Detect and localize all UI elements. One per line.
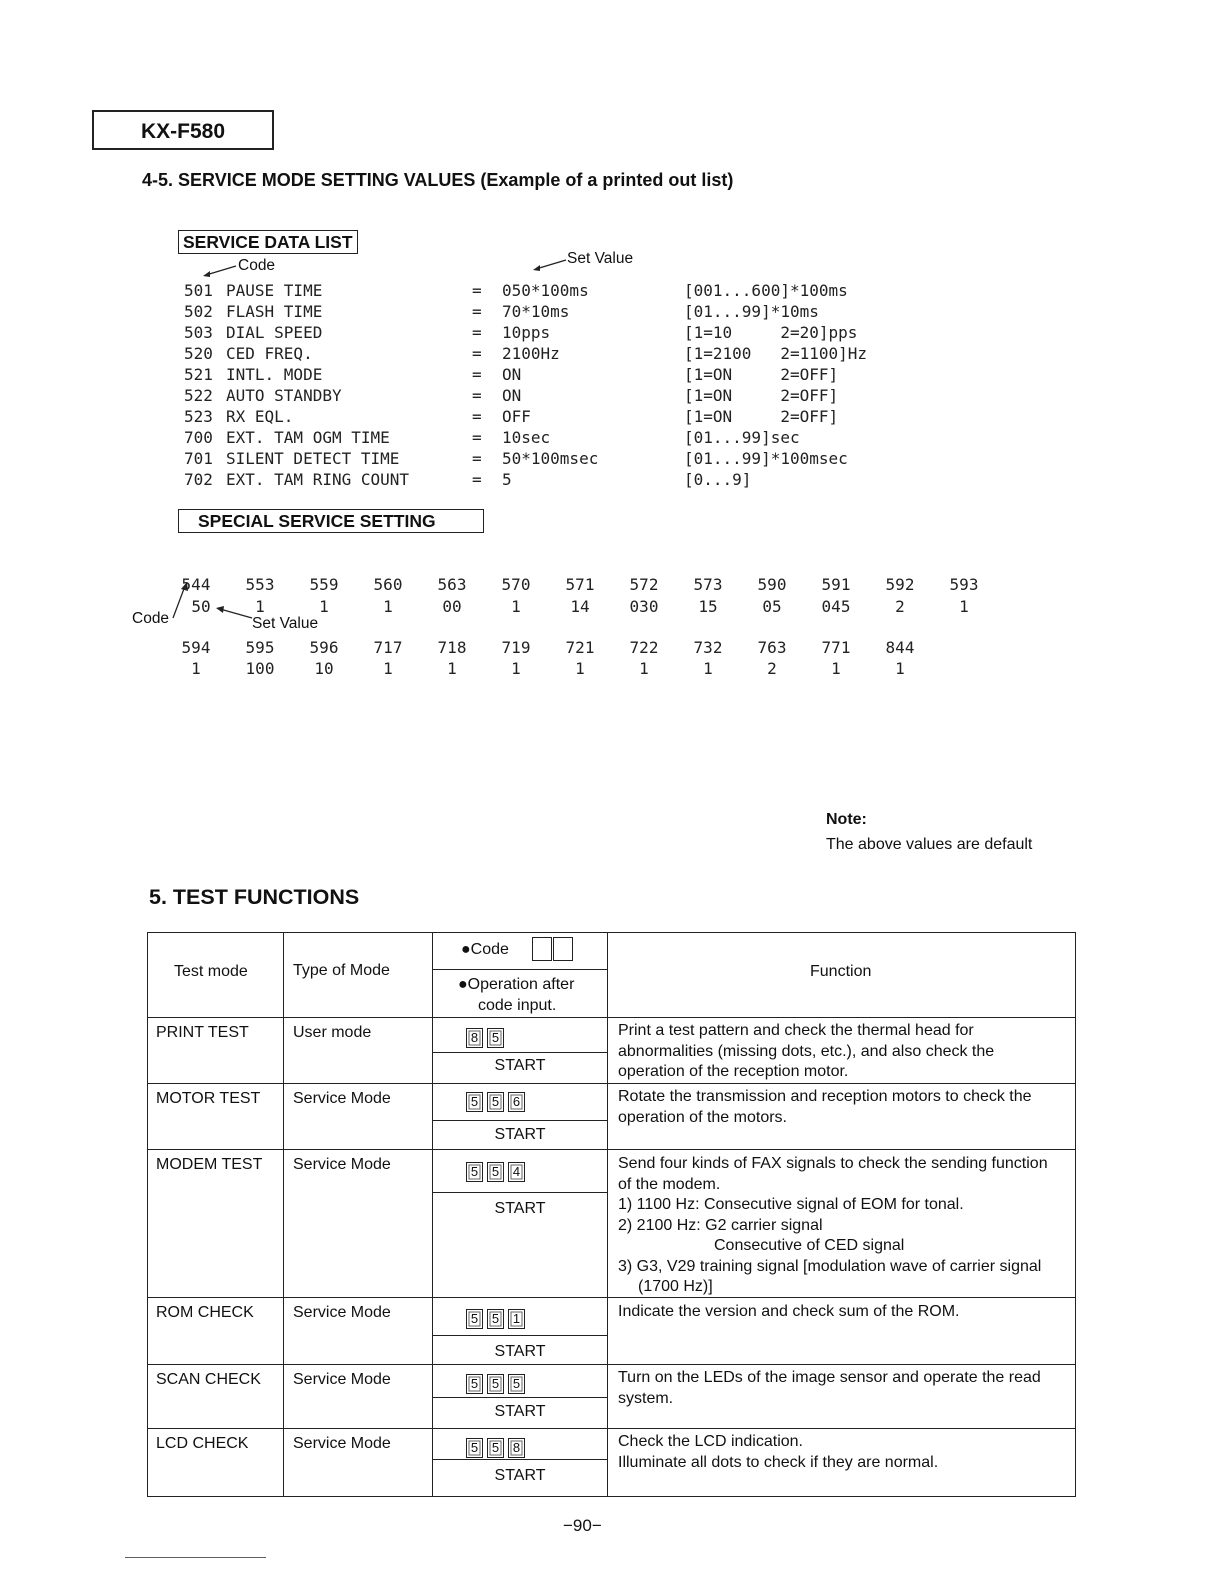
- mode-type: Service Mode: [293, 1304, 391, 1321]
- special-value: 1: [703, 659, 713, 678]
- sdl-eq: =: [472, 428, 482, 447]
- function-line: Consecutive of CED signal: [714, 1237, 905, 1254]
- key-cap: 5: [487, 1374, 504, 1394]
- sdl-value: 5: [502, 470, 512, 489]
- special-value: 00: [442, 597, 462, 616]
- set-value-annotation: Set Value: [567, 250, 634, 267]
- sdl-eq: =: [472, 386, 482, 405]
- code-input-cell: [433, 1429, 607, 1499]
- function-description: [618, 1432, 1073, 1473]
- special-code: 718: [437, 638, 467, 657]
- special-code-annotation: Code: [132, 610, 170, 627]
- special-code: 763: [757, 638, 787, 657]
- special-set-value-annotation: Set Value: [252, 615, 319, 632]
- special-value: 045: [821, 597, 851, 616]
- divider: [125, 1557, 266, 1558]
- test-mode-name: SCAN CHECK: [156, 1371, 261, 1388]
- code-keys: [433, 1438, 607, 1458]
- sdl-name: DIAL SPEED: [226, 323, 323, 342]
- special-code: 553: [245, 575, 275, 594]
- special-code: 594: [181, 638, 211, 657]
- test-mode-name: MOTOR TEST: [156, 1090, 261, 1107]
- key-cap: 5: [466, 1092, 483, 1112]
- test-mode-name: LCD CHECK: [156, 1435, 249, 1452]
- key-cap: 1: [508, 1309, 525, 1329]
- sdl-range: [1=ON 2=OFF]: [684, 365, 839, 384]
- key-cap: 5: [487, 1438, 504, 1458]
- special-value: 10: [314, 659, 334, 678]
- sdl-range: [0...9]: [684, 470, 752, 489]
- function-description: [618, 1154, 1073, 1298]
- special-value: 030: [629, 597, 659, 616]
- special-value: 1: [639, 659, 649, 678]
- special-value: 14: [570, 597, 590, 616]
- key-cap: 5: [487, 1309, 504, 1329]
- function-description: [618, 1087, 1073, 1128]
- special-value: 2: [767, 659, 777, 678]
- start-key-label: START: [494, 1200, 546, 1217]
- sdl-code: 701: [184, 449, 213, 468]
- sdl-value: 70*10ms: [502, 302, 570, 321]
- special-code: 573: [693, 575, 723, 594]
- sdl-range: [1=ON 2=OFF]: [684, 407, 839, 426]
- sdl-code: 503: [184, 323, 213, 342]
- mode-type: Service Mode: [293, 1371, 391, 1388]
- special-value: 1: [575, 659, 585, 678]
- code-keys: [433, 1162, 607, 1182]
- function-description: [618, 1368, 1073, 1409]
- function-line: Send four kinds of FAX signals to check the sending function: [618, 1155, 1048, 1172]
- start-key-label: START: [494, 1467, 546, 1484]
- code-input-cell: [433, 1084, 607, 1150]
- sdl-eq: =: [472, 344, 482, 363]
- service-data-list: [184, 280, 944, 495]
- header-function: Function: [810, 963, 872, 980]
- sdl-eq: =: [472, 449, 482, 468]
- sdl-code: 523: [184, 407, 213, 426]
- special-code: 721: [565, 638, 595, 657]
- table-row: [148, 1297, 1075, 1364]
- key-cap: 6: [508, 1092, 525, 1112]
- sdl-range: [001...600]*100ms: [684, 281, 848, 300]
- sdl-eq: =: [472, 407, 482, 426]
- special-value: 1: [831, 659, 841, 678]
- special-value: 1: [959, 597, 969, 616]
- special-code: 560: [373, 575, 403, 594]
- special-value: 1: [383, 659, 393, 678]
- start-key-label: START: [494, 1057, 546, 1074]
- table-row: [148, 1428, 1075, 1498]
- table-row: [148, 1017, 1075, 1083]
- sdl-code: 521: [184, 365, 213, 384]
- special-code: 722: [629, 638, 659, 657]
- special-code: 771: [821, 638, 851, 657]
- sdl-value: 050*100ms: [502, 281, 589, 300]
- code-keys: [433, 1092, 607, 1112]
- function-line: Illuminate all dots to check if they are normal.: [618, 1453, 939, 1471]
- code-input-cell: [433, 1365, 607, 1429]
- table-row: [148, 1083, 1075, 1149]
- special-code: 571: [565, 575, 595, 594]
- function-line: 1) 1100 Hz: Consecutive signal of EOM for tonal.: [618, 1196, 964, 1213]
- special-code: 559: [309, 575, 339, 594]
- function-description: [618, 1302, 1073, 1323]
- special-value: 1: [319, 597, 329, 616]
- sdl-range: [1=10 2=20]pps: [684, 323, 858, 342]
- special-service-setting-title: SPECIAL SERVICE SETTING: [178, 509, 484, 533]
- model-label: KX-F580: [92, 110, 274, 150]
- sdl-code: 700: [184, 428, 213, 447]
- special-value: 2: [895, 597, 905, 616]
- code-arrow: [200, 262, 240, 278]
- function-line: system.: [618, 1389, 674, 1407]
- sdl-range: [01...99]sec: [684, 428, 800, 447]
- header-test-mode: Test mode: [174, 963, 248, 980]
- special-value: 15: [698, 597, 718, 616]
- special-value: 1: [447, 659, 457, 678]
- special-code: 844: [885, 638, 915, 657]
- function-description: [618, 1021, 1073, 1083]
- code-box-icon: [532, 937, 552, 961]
- sdl-value: 10sec: [502, 428, 551, 447]
- sdl-name: SILENT DETECT TIME: [226, 449, 400, 468]
- special-code: 596: [309, 638, 339, 657]
- sdl-code: 520: [184, 344, 213, 363]
- sdl-name: EXT. TAM RING COUNT: [226, 470, 410, 489]
- key-cap: 5: [466, 1309, 483, 1329]
- sdl-name: PAUSE TIME: [226, 281, 323, 300]
- function-line: Rotate the transmission and reception motors to check the: [618, 1088, 1032, 1105]
- mode-type: Service Mode: [293, 1156, 391, 1173]
- sdl-name: EXT. TAM OGM TIME: [226, 428, 390, 447]
- code-keys: [433, 1309, 607, 1329]
- sdl-value: ON: [502, 386, 522, 405]
- function-line: operation of the motors.: [618, 1108, 787, 1126]
- start-key-label: START: [494, 1343, 546, 1360]
- special-value: 1: [511, 659, 521, 678]
- special-value: 05: [762, 597, 782, 616]
- key-cap: 4: [508, 1162, 525, 1182]
- code-box-icon: [553, 937, 573, 961]
- test-functions-table: [147, 932, 1076, 1497]
- code-input-cell: [433, 1018, 607, 1084]
- sdl-name: FLASH TIME: [226, 302, 323, 321]
- sdl-value: 10pps: [502, 323, 551, 342]
- special-value: 1: [255, 597, 265, 616]
- page-number: −90−: [563, 1516, 602, 1535]
- special-code: 570: [501, 575, 531, 594]
- service-data-list-title: SERVICE DATA LIST: [178, 230, 358, 254]
- set-value-arrow: [530, 257, 570, 273]
- special-value: 1: [895, 659, 905, 678]
- note-text: The above values are default: [826, 836, 1033, 853]
- sdl-code: 702: [184, 470, 213, 489]
- test-mode-name: PRINT TEST: [156, 1024, 249, 1041]
- sdl-name: AUTO STANDBY: [226, 386, 342, 405]
- table-row: [148, 1364, 1075, 1428]
- mode-type: Service Mode: [293, 1090, 391, 1107]
- special-code: 572: [629, 575, 659, 594]
- key-cap: 5: [487, 1092, 504, 1112]
- header-code: ●Code: [461, 941, 509, 958]
- sdl-name: INTL. MODE: [226, 365, 323, 384]
- note-title: Note:: [826, 811, 867, 828]
- special-value: 1: [511, 597, 521, 616]
- function-line: Indicate the version and check sum of the ROM.: [618, 1303, 960, 1320]
- function-line: Check the LCD indication.: [618, 1433, 803, 1450]
- sdl-eq: =: [472, 302, 482, 321]
- sdl-name: RX EQL.: [226, 407, 294, 426]
- start-key-label: START: [494, 1126, 546, 1143]
- special-code: 544: [181, 575, 211, 594]
- special-value: 1: [383, 597, 393, 616]
- sdl-eq: =: [472, 281, 482, 300]
- key-cap: 5: [508, 1374, 525, 1394]
- special-code: 592: [885, 575, 915, 594]
- key-cap: 8: [508, 1438, 525, 1458]
- code-input-cell: [433, 1150, 607, 1298]
- sdl-code: 501: [184, 281, 213, 300]
- key-cap: 5: [466, 1162, 483, 1182]
- start-key-label: START: [494, 1403, 546, 1420]
- function-line: operation of the reception motor.: [618, 1063, 849, 1080]
- sdl-range: [1=2100 2=1100]Hz: [684, 344, 868, 363]
- function-line: abnormalities (missing dots, etc.), and also check the: [618, 1042, 995, 1060]
- sdl-name: CED FREQ.: [226, 344, 313, 363]
- special-value: 100: [245, 659, 275, 678]
- section-title: 4-5. SERVICE MODE SETTING VALUES (Example of a printed out list): [142, 170, 734, 190]
- code-input-cell: [433, 1298, 607, 1365]
- special-code: 719: [501, 638, 531, 657]
- test-mode-name: ROM CHECK: [156, 1304, 254, 1321]
- special-code: 732: [693, 638, 723, 657]
- special-code: 590: [757, 575, 787, 594]
- function-line: of the modem.: [618, 1175, 721, 1193]
- mode-type: Service Mode: [293, 1435, 391, 1452]
- function-line: 3) G3, V29 training signal [modulation wave of carrier signal: [618, 1257, 1042, 1275]
- sdl-eq: =: [472, 365, 482, 384]
- special-value: 1: [191, 659, 201, 678]
- function-line: Turn on the LEDs of the image sensor and operate the read: [618, 1369, 1041, 1386]
- function-line: Print a test pattern and check the thermal head for: [618, 1022, 974, 1039]
- function-line: 2) 2100 Hz: G2 carrier signal: [618, 1216, 823, 1234]
- function-line: (1700 Hz)]: [638, 1278, 713, 1295]
- key-cap: 5: [487, 1028, 504, 1048]
- special-code: 591: [821, 575, 851, 594]
- key-cap: 5: [487, 1162, 504, 1182]
- code-keys: [433, 1028, 607, 1048]
- sdl-value: 50*100msec: [502, 449, 599, 468]
- header-operation: ●Operation after: [458, 976, 575, 993]
- key-cap: 5: [466, 1374, 483, 1394]
- sdl-range: [01...99]*100msec: [684, 449, 848, 468]
- special-code: 595: [245, 638, 275, 657]
- sdl-eq: =: [472, 323, 482, 342]
- test-mode-name: MODEM TEST: [156, 1156, 263, 1173]
- table-row: [148, 1149, 1075, 1297]
- sdl-value: 2100Hz: [502, 344, 560, 363]
- key-cap: 5: [466, 1438, 483, 1458]
- sdl-range: [1=ON 2=OFF]: [684, 386, 839, 405]
- sdl-eq: =: [472, 470, 482, 489]
- sdl-value: OFF: [502, 407, 531, 426]
- sdl-code: 522: [184, 386, 213, 405]
- special-code: 593: [949, 575, 979, 594]
- special-code: 563: [437, 575, 467, 594]
- code-keys: [433, 1374, 607, 1394]
- header-type-of-mode: Type of Mode: [293, 962, 390, 979]
- test-functions-title: 5. TEST FUNCTIONS: [149, 885, 360, 909]
- mode-type: User mode: [293, 1024, 372, 1041]
- code-annotation: Code: [238, 257, 276, 274]
- header-operation-2: code input.: [478, 997, 557, 1014]
- sdl-value: ON: [502, 365, 522, 384]
- sdl-code: 502: [184, 302, 213, 321]
- special-code: 717: [373, 638, 403, 657]
- special-value: 50: [191, 597, 211, 616]
- sdl-range: [01...99]*10ms: [684, 302, 819, 321]
- key-cap: 8: [466, 1028, 483, 1048]
